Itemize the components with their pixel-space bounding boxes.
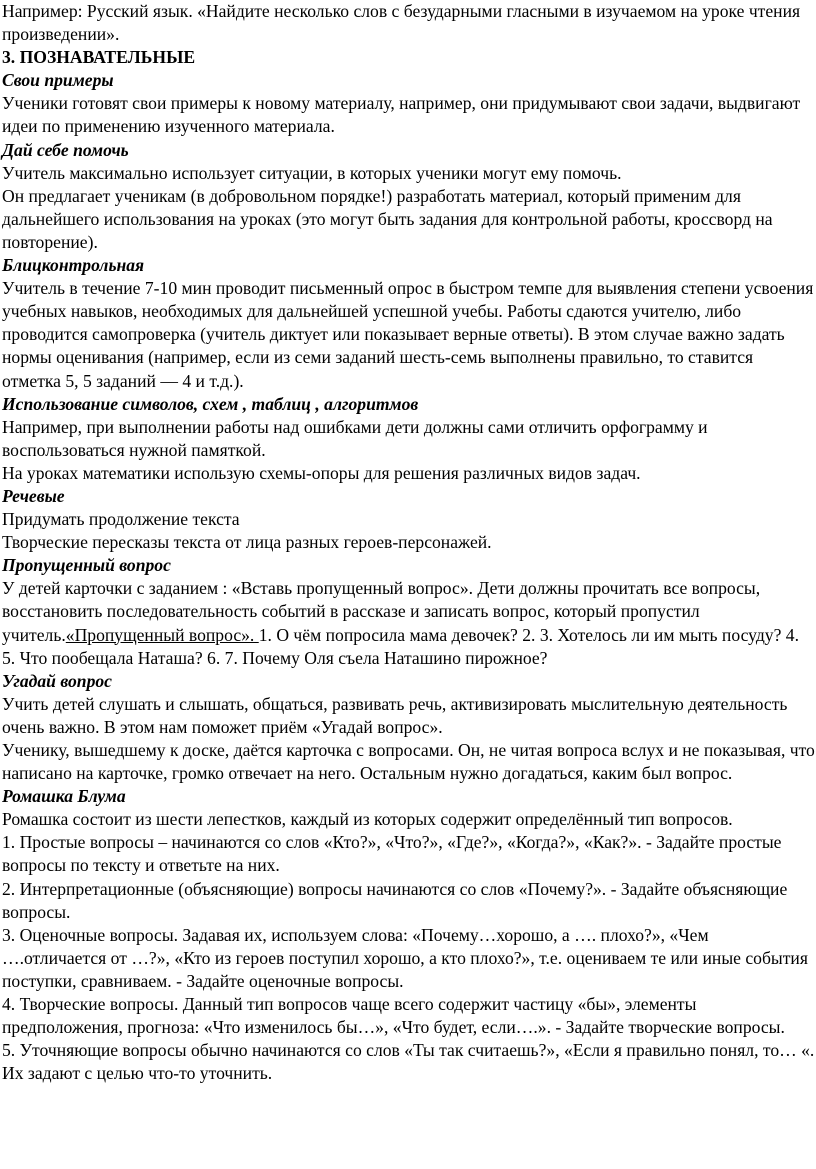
heading-help-yourself: Дай себе помочь bbox=[2, 139, 129, 160]
paragraph: Ромашка состоит из шести лепестков, каждый из которых содержит определённый тип вопросов. bbox=[2, 809, 733, 830]
paragraph-missing-question bbox=[2, 577, 816, 669]
list-item: 2. Интерпретационные (объясняющие) вопросы начинаются со слов «Почему?». - Задайте объясняющие вопросы. bbox=[2, 878, 788, 922]
paragraph: Он предлагает ученикам (в добровольном порядке!) разработать материал, который применим для дальнейшего использования на уроках (это могут быть задания для контрольной работы, кроссворд на повторение). bbox=[2, 185, 773, 252]
heading-guess-question: Угадай вопрос bbox=[2, 670, 112, 691]
heading-speech: Речевые bbox=[2, 485, 65, 506]
list-item: 1. Простые вопросы – начинаются со слов «Кто?», «Что?», «Где?», «Когда?», «Как?». - Задайте простые вопросы по тексту и ответьте на них. bbox=[2, 832, 782, 876]
paragraph: Учить детей слушать и слышать, общаться, развивать речь, активизировать мыслительную деятельность очень важно. В этом нам поможет приём «Угадай вопрос». bbox=[2, 693, 788, 737]
list-item: 5. Уточняющие вопросы обычно начинаются со слов «Ты так считаешь?», «Если я правильно понял, то… «. Их задают с целью что-то уточнить. bbox=[2, 1040, 815, 1084]
list-item: 3. Оценочные вопросы. Задавая их, используем слова: «Почему…хорошо, а …. плохо?», «Чем ….отличается от …?», «Кто из героев поступил хорошо, а кто плохо?», т.е. оцениваем те или иные события поступки, сравниваем. - Задайте оценочные вопросы. bbox=[2, 924, 808, 991]
paragraph: Ученику, вышедшему к доске, даётся карточка с вопросами. Он, не читая вопроса вслух и не показывая, что написано на карточке, громко отвечает на него. Остальным нужно догадаться, каким был вопрос. bbox=[2, 740, 815, 784]
paragraph: На уроках математики использую схемы-опоры для решения различных видов задач. bbox=[2, 462, 641, 483]
heading-bloom: Ромашка Блума bbox=[2, 786, 126, 807]
paragraph: Ученики готовят свои примеры к новому материалу, например, они придумывают свои задачи, выдвигают идеи по применению изученного материала. bbox=[2, 93, 801, 137]
paragraph: Творческие пересказы текста от лица разных героев-персонажей. bbox=[2, 532, 492, 553]
paragraph: Учитель максимально использует ситуации, в которых ученики могут ему помочь. bbox=[2, 162, 622, 183]
intro-example: Например: Русский язык. «Найдите несколько слов с безударными гласными в изучаемом на уроке чтения произведении». bbox=[2, 1, 801, 45]
missing-question-text: У детей карточки с заданием : «Вставь пропущенный вопрос». Дети должны прочитать все вопросы, восстановить последовательность событий в рассказе и записать вопрос, который пропустил учитель. bbox=[2, 578, 761, 645]
heading-missing-question: Пропущенный вопрос bbox=[2, 555, 171, 576]
list-item: 4. Творческие вопросы. Данный тип вопросов чаще всего содержит частицу «бы», элементы предположения, прогноза: «Что изменилось бы…», «Что будет, если….». - Задайте творческие вопросы. bbox=[2, 994, 785, 1038]
heading-own-examples: Свои примеры bbox=[2, 70, 114, 91]
missing-question-link[interactable]: «Пропущенный вопрос». bbox=[65, 624, 259, 645]
paragraph: Например, при выполнении работы над ошибками дети должны сами отличить орфограмму и воспользоваться нужной памяткой. bbox=[2, 416, 708, 460]
paragraph: Учитель в течение 7-10 мин проводит письменный опрос в быстром темпе для выявления степени усвоения учебных навыков, необходимых для дальнейшей успешной учебы. Работы сдаются учителю, либо проводится самопроверка (учитель диктует или показывает верные ответы). В этом случае важно задать нормы оценивания (например, если из семи заданий шесть-семь выполнены правильно, то ставится отметка 5, 5 заданий — 4 и т.д.). bbox=[2, 278, 814, 391]
heading-blitz-control: Блицконтрольная bbox=[2, 255, 145, 276]
paragraph: Придумать продолжение текста bbox=[2, 509, 240, 530]
heading-symbols: Использование символов, схем , таблиц , алгоритмов bbox=[2, 393, 419, 414]
missing-question-list: 1. О чём попросила мама девочек? 2. 3. Хотелось ли им мыть посуду? 4. 5. Что пообещала Наташа? 6. 7. Почему Оля съела Наташино пирожное? bbox=[2, 624, 800, 668]
section-heading: 3. ПОЗНАВАТЕЛЬНЫЕ bbox=[2, 47, 196, 68]
